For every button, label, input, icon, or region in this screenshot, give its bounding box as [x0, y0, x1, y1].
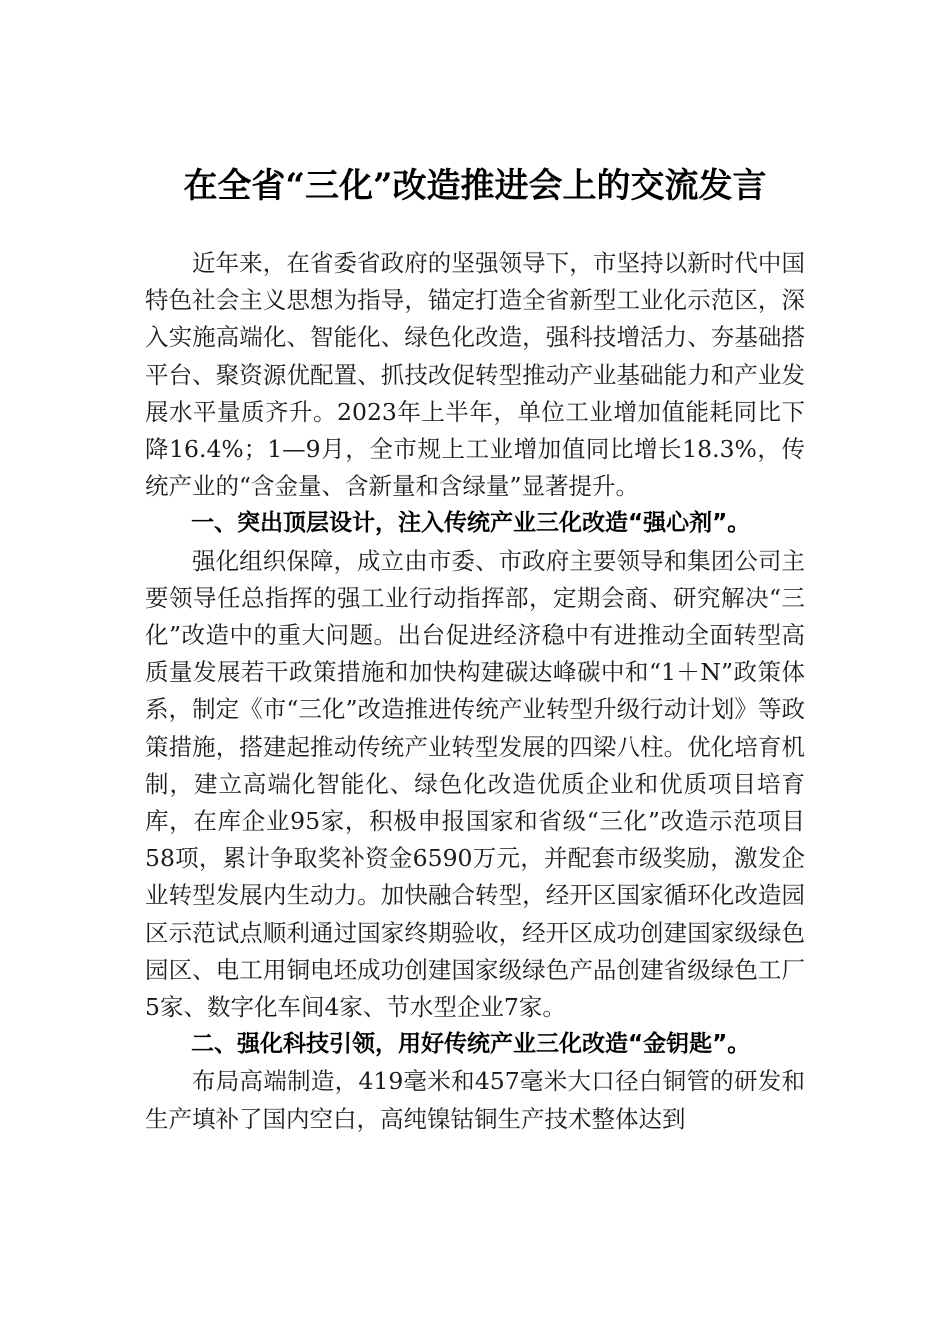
section-heading-2: 二、强化科技引领，用好传统产业三化改造“金钥匙”。	[191, 1031, 751, 1058]
section-heading-1: 一、突出顶层设计，注入传统产业三化改造“强心剂”。	[191, 510, 751, 537]
paragraph-intro: 近年来，在省委省政府的坚强领导下，市坚持以新时代中国特色社会主义思想为指导，锚定打造全省新型工业化示范区，深入实施高端化、智能化、绿色化改造，强科技增活力、夯基础搭平台、聚资源优配置、抓技改促转型推动产业基础能力和产业发展水平量质齐升。2023年上半年，单位工业增加值能耗同比下降16.4%；1—9月，全市规上工业增加值同比增长18.3%，传统产业的“含金量、含新量和含绿量”显著提升。	[145, 249, 805, 501]
paragraph-section-2: 布局高端制造，419毫米和457毫米大口径白铜管的研发和生产填补了国内空白，高纯镍钴铜生产技术整体达到	[145, 1067, 805, 1133]
document-body	[145, 245, 805, 1138]
paragraph-section-1: 强化组织保障，成立由市委、市政府主要领导和集团公司主要领导任总指挥的强工业行动指挥部，定期会商、研究解决“三化”改造中的重大问题。出台促进经济稳中有进推动全面转型高质量发展若干政策措施和加快构建碳达峰碳中和“1＋N”政策体系，制定《市“三化”改造推进传统产业转型升级行动计划》等政策措施，搭建起推动传统产业转型发展的四梁八柱。优化培育机制，建立高端化智能化、绿色化改造优质企业和优质项目培育库，在库企业95家，积极申报国家和省级“三化”改造示范项目58项，累计争取奖补资金6590万元，并配套市级奖励，激发企业转型发展内生动力。加快融合转型，经开区国家循环化改造园区示范试点顺利通过国家终期验收，经开区成功创建国家级绿色园区、电工用铜电坯成功创建国家级绿色产品创建省级绿色工厂5家、数字化车间4家、节水型企业7家。	[145, 546, 805, 1022]
document-title: 在全省“三化”改造推进会上的交流发言	[183, 166, 767, 206]
